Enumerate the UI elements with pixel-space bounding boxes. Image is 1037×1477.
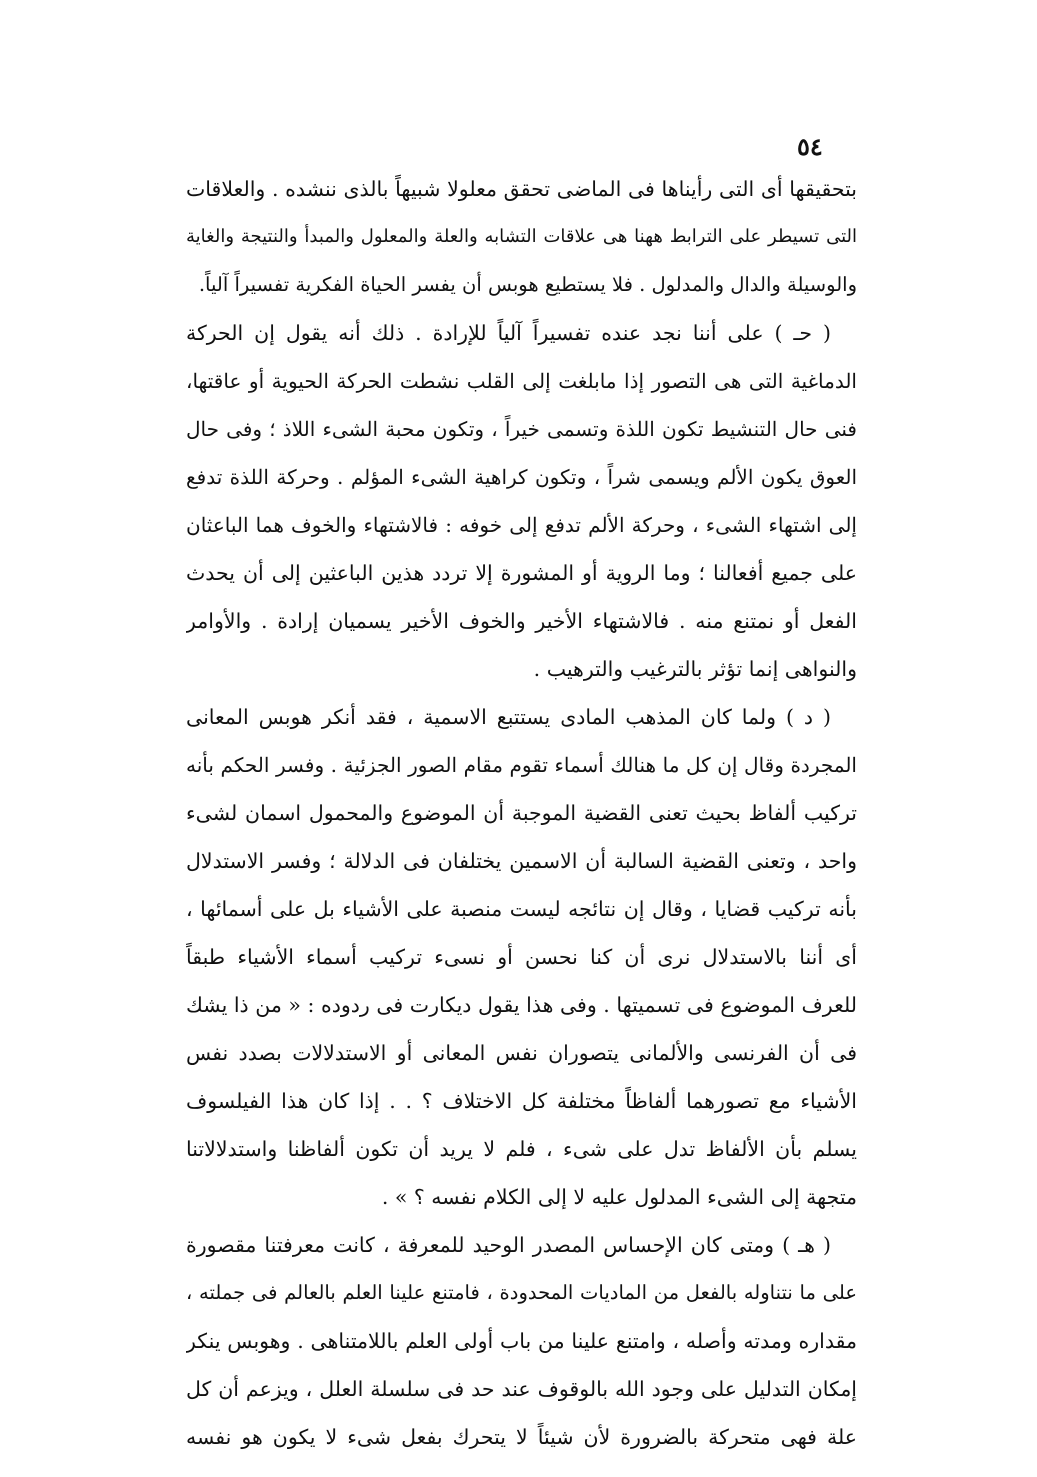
text-line: للعرف الموضوع فى تسميتها . وفى هذا يقول ديكارت فى ردوده : « من ذا يشك	[186, 993, 857, 1017]
text-line: المجردة وقال إن كل ما هنالك أسماء تقوم مقام الصور الجزئية . وفسر الحكم بأنه	[186, 753, 857, 777]
body-text	[186, 165, 857, 1461]
text-line: والوسيلة والدال والمدلول . فلا يستطيع هوبس أن يفسر الحياة الفكرية تفسيراً آلياً.	[198, 273, 857, 296]
text-line: تركيب ألفاظ بحيث تعنى القضية الموجبة أن الموضوع والمحمول اسمان لشىء	[186, 801, 857, 825]
text-line: ( د ) ولما كان المذهب المادى يستتبع الاسمية ، فقد أنكر هوبس المعانى	[186, 705, 831, 729]
text-line: يسلم بأن الألفاظ تدل على شىء ، فلم لا يريد أن تكون ألفاظنا واستدلالاتنا	[186, 1137, 857, 1161]
text-line: أى أننا بالاستدلال نرى أن كنا نحسن أو نسىء تركيب أسماء الأشياء طبقاً	[186, 945, 857, 969]
text-line: بتحقيقها أى التى رأيناها فى الماضى تحقق معلولا شبيهاً بالذى ننشده . والعلاقات	[186, 177, 857, 201]
text-line: والنواهى إنما تؤثر بالترغيب والترهيب .	[533, 657, 857, 681]
text-line: الدماغية التى هى التصور إذا مابلغت إلى القلب نشطت الحركة الحيوية أو عاقتها،	[186, 369, 857, 393]
text-line: علة فهى متحركة بالضرورة لأن شيئاً لا يتحرك بفعل شىء لا يكون هو نفسه	[186, 1425, 857, 1449]
text-line: متجهة إلى الشىء المدلول عليه لا إلى الكلام نفسه ؟ » .	[381, 1185, 857, 1209]
text-line: الأشياء مع تصورهما ألفاظاً مختلفة كل الاختلاف ؟ . . إذا كان هذا الفيلسوف	[186, 1089, 857, 1113]
text-line: الفعل أو نمتنع منه . فالاشتهاء الأخير والخوف الأخير يسميان إرادة . والأوامر	[186, 609, 857, 633]
text-line: فى أن الفرنسى والألمانى يتصوران نفس المعانى أو الاستدلالات بصدد نفس	[186, 1041, 857, 1065]
text-line: بأنه تركيب قضايا ، وقال إن نتائجه ليست منصبة على الأشياء بل على أسمائها ،	[186, 897, 857, 921]
text-line: واحد ، وتعنى القضية السالبة أن الاسمين يختلفان فى الدلالة ؛ وفسر الاستدلال	[186, 849, 857, 873]
text-line: على جميع أفعالنا ؛ وما الروية أو المشورة إلا تردد هذين الباعثين إلى أن يحدث	[186, 561, 857, 585]
text-line: على ما نتناوله بالفعل من الماديات المحدودة ، فامتنع علينا العلم بالعالم فى جملته ،	[186, 1281, 857, 1304]
text-line: إمكان التدليل على وجود الله بالوقوف عند حد فى سلسلة العلل ، ويزعم أن كل	[186, 1377, 857, 1401]
text-line: مقداره ومدته وأصله ، وامتنع علينا من باب أولى العلم باللامتناهى . وهوبس ينكر	[186, 1329, 857, 1353]
text-line: التى تسيطر على الترابط ههنا هى علاقات التشابه والعلة والمعلول والمبدأ والنتيجة والغاية	[186, 226, 857, 247]
text-line: ( حـ ) على أننا نجد عنده تفسيراً آلياً للإرادة . ذلك أنه يقول إن الحركة	[186, 321, 831, 345]
text-line: العوق يكون الألم ويسمى شراً ، وتكون كراهية الشىء المؤلم . وحركة اللذة تدفع	[186, 465, 857, 489]
text-line: فنى حال التنشيط تكون اللذة وتسمى خيراً ، وتكون محبة الشىء اللاذ ؛ وفى حال	[186, 417, 857, 441]
page-number: ٥٤	[797, 132, 823, 161]
text-line: إلى اشتهاء الشىء ، وحركة الألم تدفع إلى خوفه : فالاشتهاء والخوف هما الباعثان	[186, 513, 857, 537]
text-line: ( هـ ) ومتى كان الإحساس المصدر الوحيد للمعرفة ، كانت معرفتنا مقصورة	[186, 1233, 831, 1257]
